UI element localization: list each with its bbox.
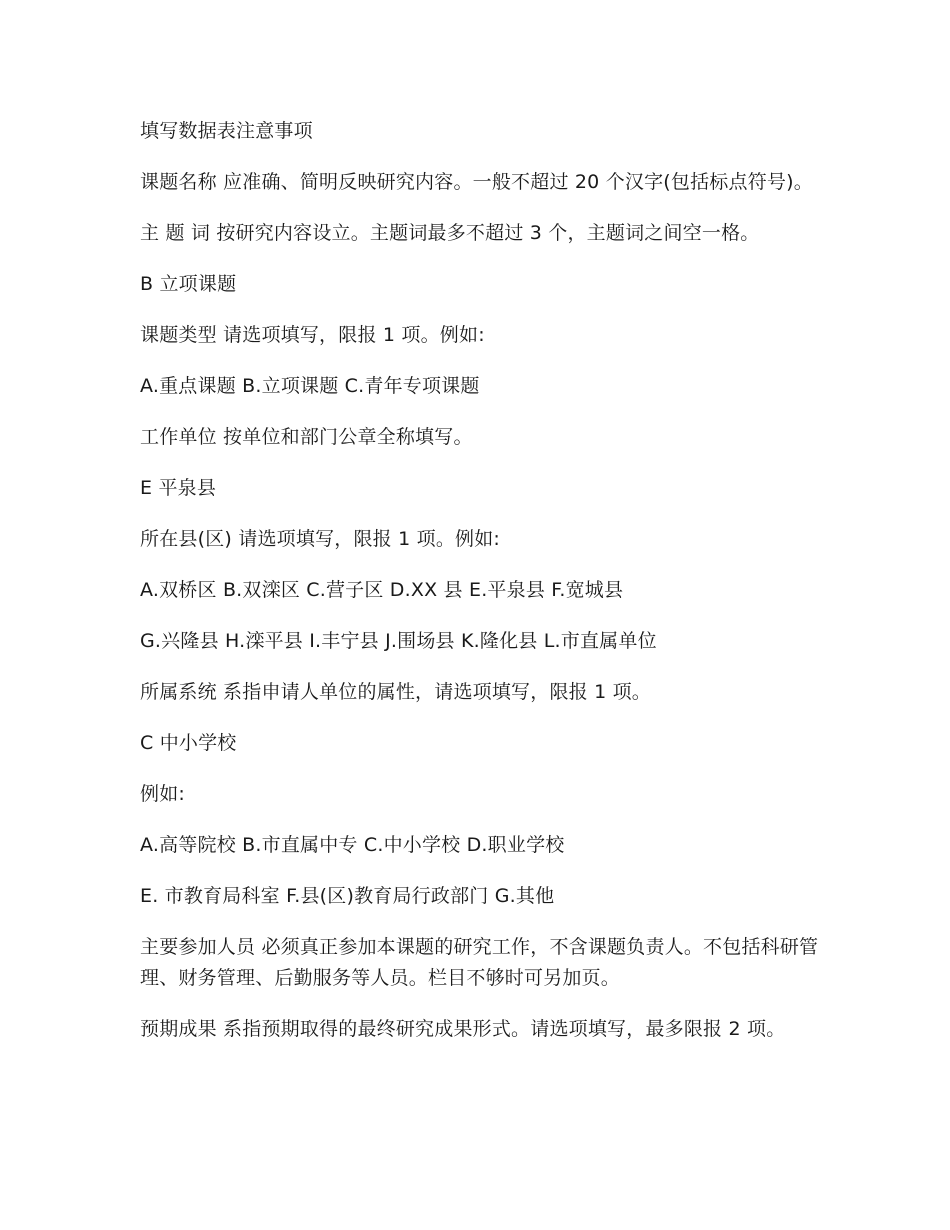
document-page xyxy=(140,116,820,1065)
paragraph-topic-type-options: A.重点课题 B.立项课题 C.青年专项课题 xyxy=(140,375,480,397)
paragraph-selected-system: C 中小学校 xyxy=(140,732,237,754)
document-title: 填写数据表注意事项 xyxy=(140,120,313,142)
paragraph-work-unit: 工作单位 按单位和部门公章全称填写。 xyxy=(140,426,473,448)
paragraph-example: 例如: xyxy=(140,783,186,805)
paragraph-selected-topic-type: B 立项课题 xyxy=(140,273,237,295)
paragraph-county-options-2: G.兴隆县 H.滦平县 I.丰宁县 J.围场县 K.隆化县 L.市直属单位 xyxy=(140,630,657,652)
paragraph-expected-results: 预期成果 系指预期取得的最终研究成果形式。请选项填写，最多限报 2 项。 xyxy=(140,1018,786,1040)
paragraph-selected-county: E 平泉县 xyxy=(140,477,217,499)
paragraph-county: 所在县(区) 请选项填写，限报 1 项。例如: xyxy=(140,528,501,550)
paragraph-topic-name: 课题名称 应准确、简明反映研究内容。一般不超过 20 个汉字(包括标点符号)。 xyxy=(140,171,813,193)
paragraph-system-options-1: A.高等院校 B.市直属中专 C.中小学校 D.职业学校 xyxy=(140,834,565,856)
paragraph-system-options-2: E. 市教育局科室 F.县(区)教育局行政部门 G.其他 xyxy=(140,885,555,907)
paragraph-county-options-1: A.双桥区 B.双滦区 C.营子区 D.XX 县 E.平泉县 F.宽城县 xyxy=(140,579,624,601)
paragraph-topic-type: 课题类型 请选项填写，限报 1 项。例如: xyxy=(140,324,485,346)
paragraph-participants: 主要参加人员 必须真正参加本课题的研究工作，不含课题负责人。不包括科研管理、财务管理、后勤服务等人员。栏目不够时可另加页。 xyxy=(140,936,819,989)
paragraph-keywords: 主 题 词 按研究内容设立。主题词最多不超过 3 个，主题词之间空一格。 xyxy=(140,222,760,244)
paragraph-system: 所属系统 系指申请人单位的属性，请选项填写，限报 1 项。 xyxy=(140,681,652,703)
